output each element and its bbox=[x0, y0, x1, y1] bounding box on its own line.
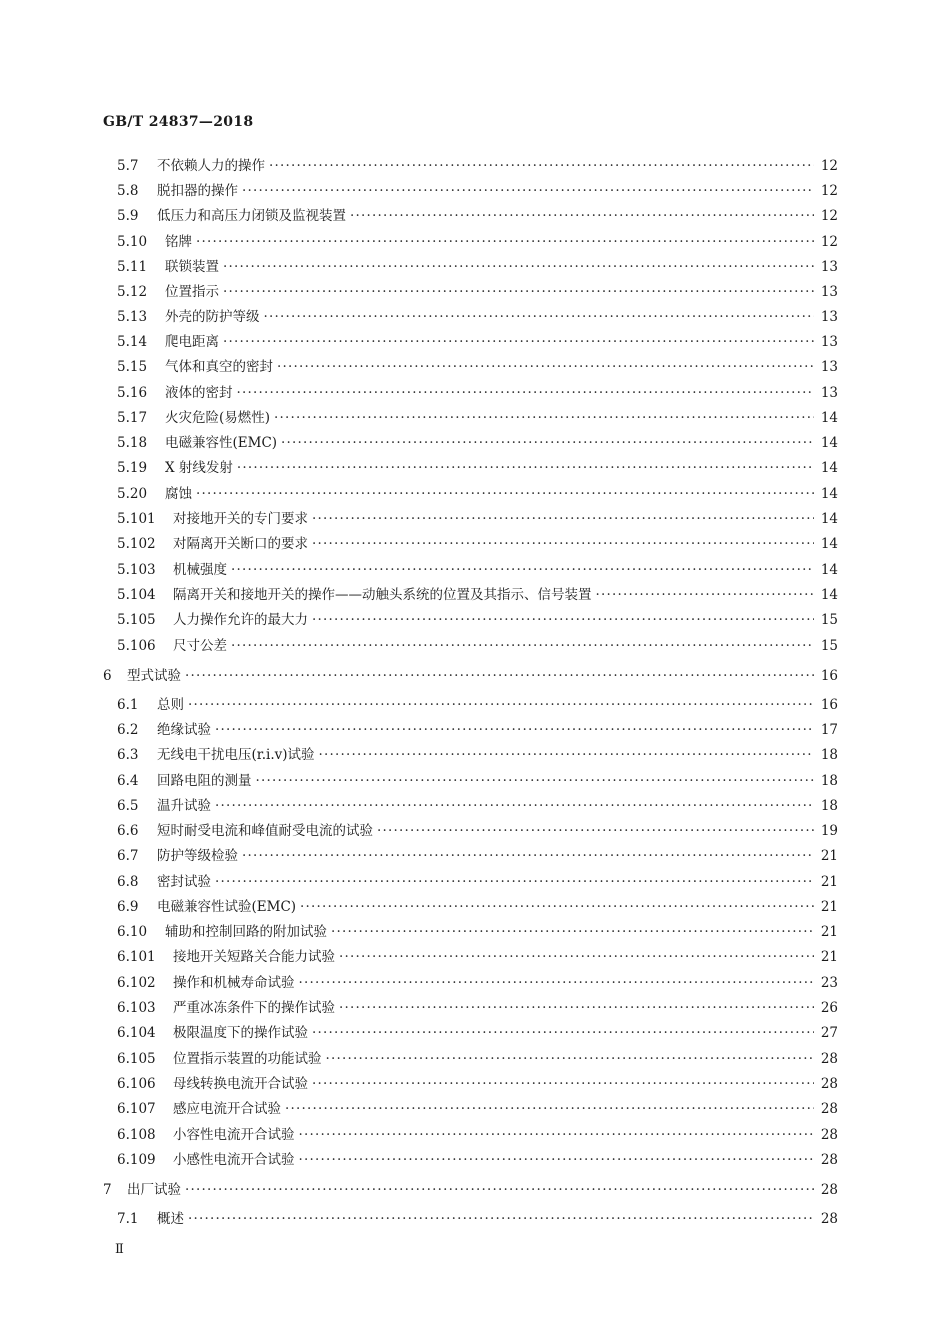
toc-entry-page: 21 bbox=[820, 924, 838, 940]
dot-leader bbox=[312, 535, 814, 553]
toc-entry-title: 总则 bbox=[157, 697, 184, 713]
toc-entry[interactable] bbox=[103, 667, 838, 685]
toc-entry-number: 5.103 bbox=[117, 562, 156, 578]
toc-entry-page: 13 bbox=[820, 334, 838, 350]
dot-leader bbox=[339, 948, 814, 966]
toc-entry-page: 26 bbox=[820, 1000, 838, 1016]
toc-entry[interactable] bbox=[117, 182, 838, 200]
toc-entry-page: 12 bbox=[820, 158, 838, 174]
toc-entry-page: 28 bbox=[820, 1182, 838, 1198]
toc-entry[interactable] bbox=[117, 586, 838, 604]
toc-entry-title: 联锁装置 bbox=[165, 259, 219, 275]
dot-leader bbox=[299, 1151, 815, 1169]
toc-entry-title: 不依赖人力的操作 bbox=[157, 158, 265, 174]
toc-entry-title: 短时耐受电流和峰值耐受电流的试验 bbox=[157, 823, 373, 839]
toc-entry[interactable] bbox=[117, 535, 838, 553]
toc-entry-number: 5.105 bbox=[117, 612, 156, 628]
toc-entry-page: 28 bbox=[820, 1127, 838, 1143]
toc-entry[interactable] bbox=[117, 207, 838, 225]
toc-entry[interactable] bbox=[117, 847, 838, 865]
toc-entry[interactable] bbox=[117, 999, 838, 1017]
toc-entry-title: 低压力和高压力闭锁及监视装置 bbox=[157, 208, 346, 224]
dot-leader bbox=[223, 333, 814, 351]
dot-leader bbox=[331, 923, 814, 941]
toc-entry-page: 13 bbox=[820, 359, 838, 375]
toc-entry-page: 14 bbox=[820, 587, 838, 603]
toc-entry-title: 电磁兼容性(EMC) bbox=[165, 435, 278, 451]
toc-entry-title: 小容性电流开合试验 bbox=[173, 1127, 295, 1143]
toc-entry[interactable] bbox=[117, 1075, 838, 1093]
toc-entry[interactable] bbox=[117, 384, 838, 402]
toc-entry[interactable] bbox=[117, 157, 838, 175]
toc-entry[interactable] bbox=[117, 637, 838, 655]
toc-entry-page: 13 bbox=[820, 259, 838, 275]
page-number-roman: Ⅱ bbox=[115, 1242, 124, 1257]
dot-leader bbox=[196, 485, 814, 503]
toc-entry-page: 17 bbox=[820, 722, 838, 738]
toc-entry-page: 14 bbox=[820, 536, 838, 552]
toc-entry-title: 对隔离开关断口的要求 bbox=[173, 536, 308, 552]
toc-entry-title: 温升试验 bbox=[157, 798, 211, 814]
toc-entry-title: 位置指示 bbox=[165, 284, 219, 300]
toc-entry-title: 爬电距离 bbox=[165, 334, 219, 350]
toc-entry[interactable] bbox=[117, 333, 838, 351]
toc-entry[interactable] bbox=[117, 1100, 838, 1118]
toc-entry-page: 12 bbox=[820, 183, 838, 199]
toc-entry-number: 6.5 bbox=[117, 798, 139, 814]
toc-entry[interactable] bbox=[117, 948, 838, 966]
dot-leader bbox=[277, 358, 814, 376]
toc-entry-number: 6.7 bbox=[117, 848, 139, 864]
toc-entry[interactable] bbox=[117, 1050, 838, 1068]
toc-entry-title: 操作和机械寿命试验 bbox=[173, 975, 295, 991]
toc-entry-number: 6.104 bbox=[117, 1025, 156, 1041]
toc-entry-page: 28 bbox=[820, 1101, 838, 1117]
toc-entry-page: 18 bbox=[820, 798, 838, 814]
toc-entry-title: 辅助和控制回路的附加试验 bbox=[165, 924, 327, 940]
toc-entry[interactable] bbox=[117, 898, 838, 916]
toc-entry-title: 气体和真空的密封 bbox=[165, 359, 273, 375]
toc-entry[interactable] bbox=[117, 233, 838, 251]
toc-entry-title: 型式试验 bbox=[127, 668, 181, 684]
toc-entry-number: 6.105 bbox=[117, 1051, 156, 1067]
toc-entry-number: 6.101 bbox=[117, 949, 156, 965]
toc-entry-page: 15 bbox=[820, 612, 838, 628]
toc-entry-page: 23 bbox=[820, 975, 838, 991]
toc-entry-number: 5.18 bbox=[117, 435, 148, 451]
dot-leader bbox=[215, 873, 814, 891]
toc-entry-page: 14 bbox=[820, 486, 838, 502]
toc-entry-page: 12 bbox=[820, 208, 838, 224]
toc-entry-title: 严重冰冻条件下的操作试验 bbox=[173, 1000, 335, 1016]
toc-entry-title: 火灾危险(易燃性) bbox=[165, 410, 271, 426]
toc-entry-number: 6.9 bbox=[117, 899, 139, 915]
toc-entry-title: 脱扣器的操作 bbox=[157, 183, 238, 199]
toc-entry-page: 16 bbox=[820, 668, 838, 684]
toc-entry-page: 21 bbox=[820, 949, 838, 965]
dot-leader bbox=[231, 561, 814, 579]
toc-entry-number: 5.13 bbox=[117, 309, 148, 325]
toc-entry-page: 13 bbox=[820, 385, 838, 401]
toc-entry-number: 6.6 bbox=[117, 823, 139, 839]
toc-entry-number: 5.8 bbox=[117, 183, 139, 199]
toc-entry-number: 6.8 bbox=[117, 874, 139, 890]
dot-leader bbox=[377, 822, 814, 840]
toc-entry[interactable] bbox=[117, 459, 838, 477]
toc-entry-number: 5.12 bbox=[117, 284, 148, 300]
toc-entry[interactable] bbox=[117, 358, 838, 376]
toc-entry-page: 15 bbox=[820, 638, 838, 654]
dot-leader bbox=[185, 1181, 814, 1199]
dot-leader bbox=[188, 1210, 814, 1228]
toc-entry-title: 尺寸公差 bbox=[173, 638, 227, 654]
toc-entry[interactable] bbox=[117, 721, 838, 739]
toc-entry-title: 铭牌 bbox=[165, 234, 192, 250]
toc-entry[interactable] bbox=[117, 696, 838, 714]
dot-leader bbox=[350, 207, 814, 225]
toc-entry[interactable] bbox=[117, 1126, 838, 1144]
toc-entry[interactable] bbox=[117, 561, 838, 579]
toc-entry[interactable] bbox=[117, 434, 838, 452]
toc-entry-page: 19 bbox=[820, 823, 838, 839]
toc-entry-number: 5.15 bbox=[117, 359, 148, 375]
toc-entry[interactable] bbox=[117, 746, 838, 764]
toc-entry[interactable] bbox=[117, 611, 838, 629]
toc-entry-title: 小感性电流开合试验 bbox=[173, 1152, 295, 1168]
dot-leader bbox=[299, 974, 815, 992]
toc-entry-title: 密封试验 bbox=[157, 874, 211, 890]
toc-entry-number: 5.101 bbox=[117, 511, 156, 527]
dot-leader bbox=[274, 409, 814, 427]
toc-entry-number: 5.19 bbox=[117, 460, 148, 476]
dot-leader bbox=[285, 1100, 814, 1118]
toc-entry-title: 外壳的防护等级 bbox=[165, 309, 260, 325]
toc-entry[interactable] bbox=[117, 1151, 838, 1169]
dot-leader bbox=[188, 696, 814, 714]
toc-entry[interactable] bbox=[117, 258, 838, 276]
toc-entry-number: 6.1 bbox=[117, 697, 139, 713]
toc-entry[interactable] bbox=[117, 974, 838, 992]
toc-entry-title: 母线转换电流开合试验 bbox=[173, 1076, 308, 1092]
toc-entry-title: 电磁兼容性试验(EMC) bbox=[157, 899, 297, 915]
toc-entry-title: 腐蚀 bbox=[165, 486, 192, 502]
toc-entry-title: 极限温度下的操作试验 bbox=[173, 1025, 308, 1041]
toc-entry-page: 14 bbox=[820, 410, 838, 426]
toc-entry[interactable] bbox=[117, 923, 838, 941]
toc-entry[interactable] bbox=[117, 510, 838, 528]
toc-entry-number: 5.102 bbox=[117, 536, 156, 552]
dot-leader bbox=[281, 434, 814, 452]
toc-entry-number: 5.9 bbox=[117, 208, 139, 224]
toc-entry[interactable] bbox=[117, 797, 838, 815]
dot-leader bbox=[231, 637, 814, 655]
dot-leader bbox=[300, 898, 814, 916]
toc-entry-number: 6.106 bbox=[117, 1076, 156, 1092]
toc-entry-page: 13 bbox=[820, 309, 838, 325]
toc-entry-number: 5.20 bbox=[117, 486, 148, 502]
toc-entry-title: 隔离开关和接地开关的操作——动触头系统的位置及其指示、信号装置 bbox=[173, 587, 592, 603]
dot-leader bbox=[312, 1024, 814, 1042]
toc-entry-page: 28 bbox=[820, 1076, 838, 1092]
toc-entry-title: 位置指示装置的功能试验 bbox=[173, 1051, 322, 1067]
standard-code: GB/T 24837—2018 bbox=[103, 114, 254, 130]
dot-leader bbox=[312, 611, 814, 629]
toc-entry-page: 21 bbox=[820, 874, 838, 890]
toc-entry-page: 14 bbox=[820, 511, 838, 527]
toc-entry-number: 6.2 bbox=[117, 722, 139, 738]
dot-leader bbox=[237, 384, 815, 402]
toc-entry-number: 5.10 bbox=[117, 234, 148, 250]
toc-entry[interactable] bbox=[117, 283, 838, 301]
toc-entry-number: 6.107 bbox=[117, 1101, 156, 1117]
toc-entry[interactable] bbox=[117, 485, 838, 503]
toc-entry-page: 28 bbox=[820, 1211, 838, 1227]
toc-entry-page: 14 bbox=[820, 460, 838, 476]
toc-entry-title: 回路电阻的测量 bbox=[157, 773, 252, 789]
toc-entry-page: 18 bbox=[820, 747, 838, 763]
toc-entry[interactable] bbox=[117, 409, 838, 427]
toc-entry-title: 人力操作允许的最大力 bbox=[173, 612, 308, 628]
toc-entry-title: 感应电流开合试验 bbox=[173, 1101, 281, 1117]
toc-entry[interactable] bbox=[117, 772, 838, 790]
dot-leader bbox=[215, 797, 814, 815]
dot-leader bbox=[223, 258, 814, 276]
dot-leader bbox=[223, 283, 814, 301]
toc-entry-page: 28 bbox=[820, 1152, 838, 1168]
dot-leader bbox=[319, 746, 814, 764]
toc-entry-number: 5.14 bbox=[117, 334, 148, 350]
dot-leader bbox=[326, 1050, 815, 1068]
toc-entry-number: 6.109 bbox=[117, 1152, 156, 1168]
toc-entry-page: 13 bbox=[820, 284, 838, 300]
toc-entry-number: 7.1 bbox=[117, 1211, 139, 1227]
toc-entry-number: 5.7 bbox=[117, 158, 139, 174]
dot-leader bbox=[237, 459, 814, 477]
toc-entry-number: 6 bbox=[103, 668, 112, 684]
toc-entry-title: 无线电干扰电压(r.i.v)试验 bbox=[157, 747, 315, 763]
toc-entry-page: 27 bbox=[820, 1025, 838, 1041]
toc-entry[interactable] bbox=[117, 308, 838, 326]
toc-entry-page: 14 bbox=[820, 435, 838, 451]
toc-entry-page: 21 bbox=[820, 848, 838, 864]
toc-entry-number: 5.11 bbox=[117, 259, 148, 275]
dot-leader bbox=[185, 667, 814, 685]
dot-leader bbox=[242, 847, 814, 865]
toc-entry-number: 6.102 bbox=[117, 975, 156, 991]
dot-leader bbox=[299, 1126, 815, 1144]
toc-entry-number: 7 bbox=[103, 1182, 112, 1198]
toc-entry-page: 16 bbox=[820, 697, 838, 713]
toc-entry-number: 6.103 bbox=[117, 1000, 156, 1016]
dot-leader bbox=[269, 157, 814, 175]
dot-leader bbox=[264, 308, 815, 326]
toc-entry-number: 6.108 bbox=[117, 1127, 156, 1143]
dot-leader bbox=[312, 510, 814, 528]
toc-entry-number: 5.17 bbox=[117, 410, 148, 426]
dot-leader bbox=[596, 586, 815, 604]
toc-entry-page: 12 bbox=[820, 234, 838, 250]
dot-leader bbox=[312, 1075, 814, 1093]
toc-entry-page: 28 bbox=[820, 1051, 838, 1067]
toc-entry-page: 18 bbox=[820, 773, 838, 789]
toc-entry-number: 5.16 bbox=[117, 385, 148, 401]
toc-entry-title: 绝缘试验 bbox=[157, 722, 211, 738]
toc-entry-title: 接地开关短路关合能力试验 bbox=[173, 949, 335, 965]
toc-entry-title: 防护等级检验 bbox=[157, 848, 238, 864]
dot-leader bbox=[256, 772, 815, 790]
toc-entry-title: 机械强度 bbox=[173, 562, 227, 578]
toc-entry-title: 概述 bbox=[157, 1211, 184, 1227]
dot-leader bbox=[215, 721, 814, 739]
toc-entry-number: 6.10 bbox=[117, 924, 148, 940]
dot-leader bbox=[196, 233, 814, 251]
toc-entry[interactable] bbox=[117, 1024, 838, 1042]
toc-entry-title: 液体的密封 bbox=[165, 385, 233, 401]
toc-entry[interactable] bbox=[117, 822, 838, 840]
toc-entry-title: X 射线发射 bbox=[165, 460, 233, 476]
toc-entry-page: 14 bbox=[820, 562, 838, 578]
dot-leader bbox=[242, 182, 814, 200]
toc-entry[interactable] bbox=[117, 873, 838, 891]
toc-entry[interactable] bbox=[117, 1210, 838, 1228]
toc-entry-number: 6.4 bbox=[117, 773, 139, 789]
toc-entry-number: 5.104 bbox=[117, 587, 156, 603]
toc-entry-number: 6.3 bbox=[117, 747, 139, 763]
toc-entry-title: 对接地开关的专门要求 bbox=[173, 511, 308, 527]
toc-entry-title: 出厂试验 bbox=[127, 1182, 181, 1198]
toc-entry[interactable] bbox=[103, 1181, 838, 1199]
dot-leader bbox=[339, 999, 814, 1017]
toc-entry-number: 5.106 bbox=[117, 638, 156, 654]
toc-entry-page: 21 bbox=[820, 899, 838, 915]
